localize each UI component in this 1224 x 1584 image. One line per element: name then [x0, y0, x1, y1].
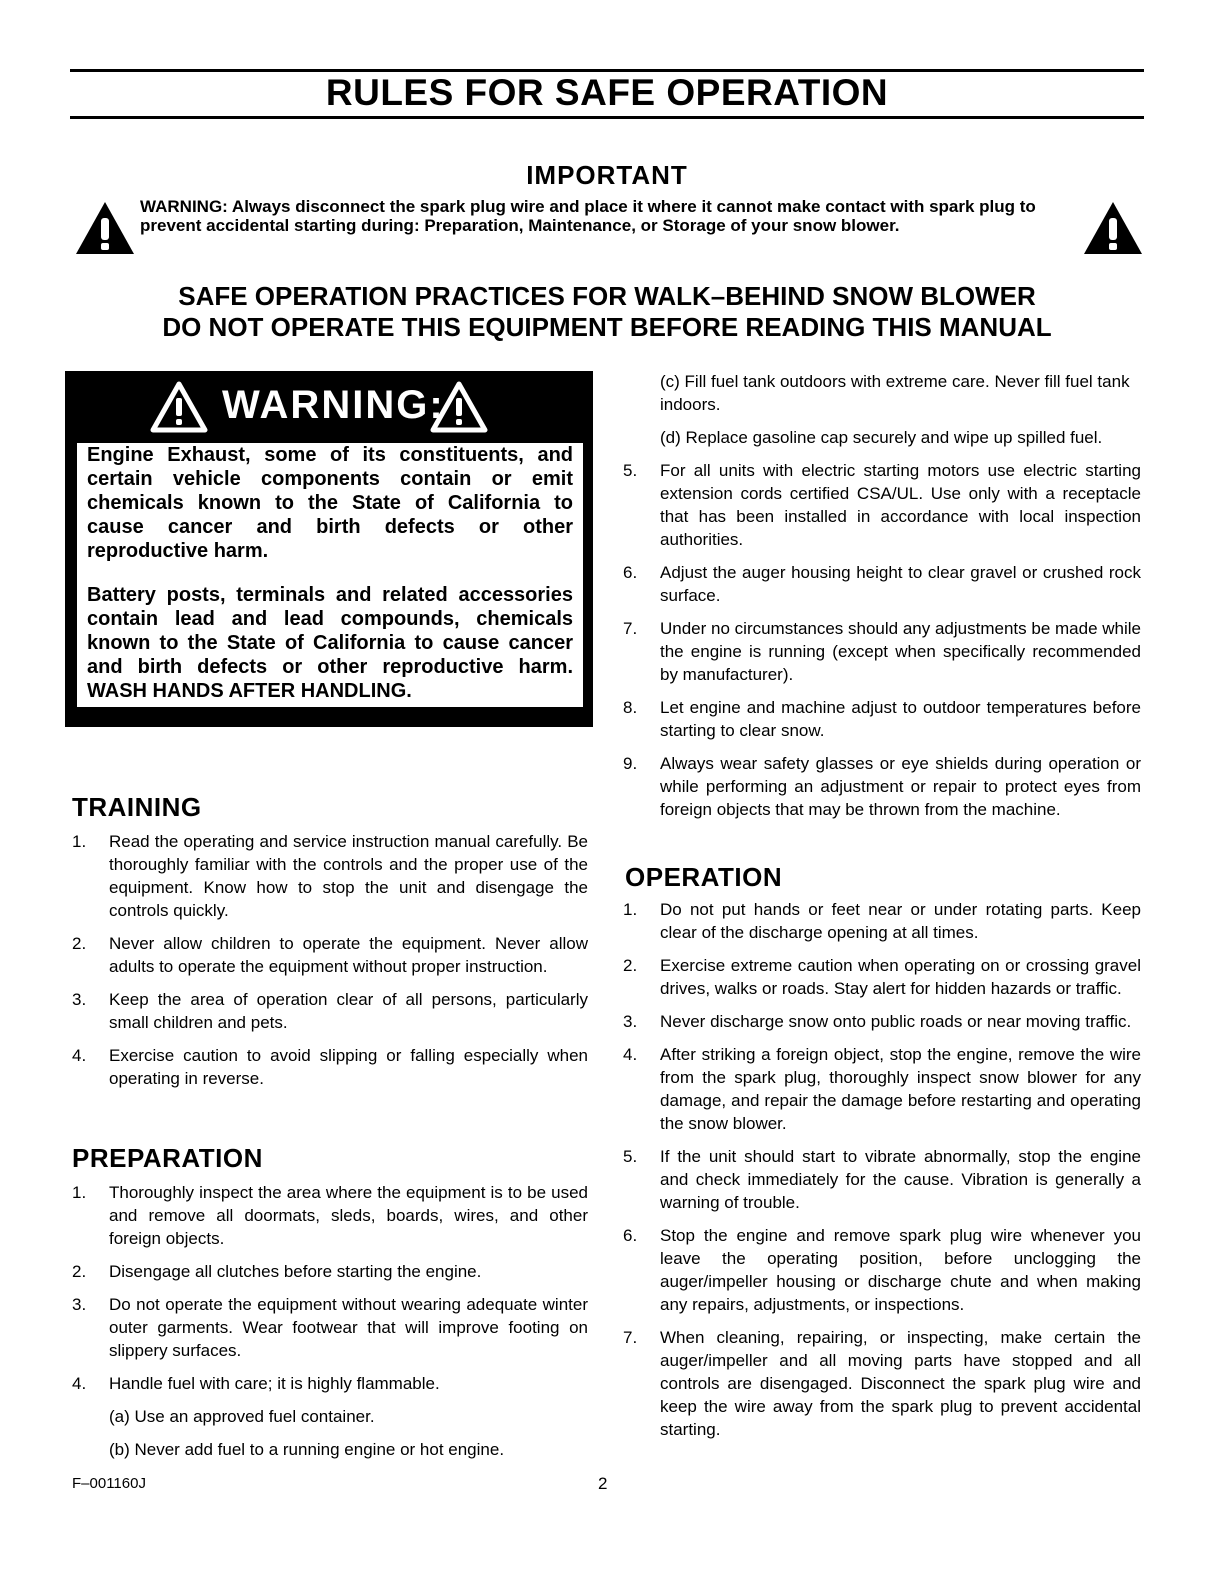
page-number: 2 — [598, 1474, 608, 1493]
training-list — [72, 830, 588, 1100]
list-item: 2. Disengage all clutches before starting the engine. — [72, 1262, 482, 1281]
safe-operation-subheading: SAFE OPERATION PRACTICES FOR WALK–BEHIND SNOW BLOWER — [178, 281, 1036, 311]
preparation-list — [72, 1181, 588, 1471]
document-code: F–001160J — [72, 1475, 146, 1492]
warning-text-panel — [77, 443, 583, 707]
list-item: 3. Never discharge snow onto public roads or near moving traffic. — [623, 1012, 1132, 1031]
list-item: 9. Always wear safety glasses or eye shields during operation or while performing an adjustment or repair to protect eyes from foreign objects that may be thrown from the machine. — [623, 754, 1141, 819]
list-item: 1. Read the operating and service instruction manual carefully. Be thoroughly familiar with the controls and the proper use of the equipment. Know how to stop the unit and disengage the controls quickly. — [72, 832, 588, 920]
list-item: 7. Under no circumstances should any adjustments be made while the engine is running (except when specifically recommended by manufacturer). — [623, 619, 1141, 684]
operation-heading: OPERATION — [625, 862, 783, 892]
preparation-list-continued — [623, 370, 1141, 831]
list-item: 8. Let engine and machine adjust to outdoor temperatures before starting to clear snow. — [623, 698, 1141, 740]
read-manual-subheading: DO NOT OPERATE THIS EQUIPMENT BEFORE READING THIS MANUAL — [162, 312, 1052, 342]
list-item: 2. Exercise extreme caution when operating on or crossing gravel drives, walks or roads. Stay alert for hidden hazards or traffic. — [623, 956, 1141, 998]
battery-warning-text: Battery posts, terminals and related accessories contain lead and lead compounds, chemicals known to the State of California to cause cancer and birth defects or other reproductive harm. WASH HANDS AFTER HANDLING. — [87, 584, 573, 702]
preparation-heading: PREPARATION — [72, 1143, 263, 1173]
list-item: 5. If the unit should start to vibrate abnormally, stop the engine and check immediately for the cause. Vibration is generally a warning of trouble. — [623, 1147, 1141, 1212]
operation-list — [623, 898, 1141, 1451]
fuel-sub-item: (c) Fill fuel tank outdoors with extreme care. Never fill fuel tank indoors. — [660, 372, 1130, 414]
list-item: 2. Never allow children to operate the equipment. Never allow adults to operate the equipment without proper instruction. — [72, 934, 588, 976]
list-item: 6. Adjust the auger housing height to clear gravel or crushed rock surface. — [623, 563, 1141, 605]
california-warning-box — [65, 371, 593, 727]
list-item: 4. Exercise caution to avoid slipping or falling especially when operating in reverse. — [72, 1046, 588, 1088]
important-heading: IMPORTANT — [526, 160, 688, 190]
fuel-sub-item: (d) Replace gasoline cap securely and wipe up spilled fuel. — [660, 428, 1103, 447]
title-rule — [70, 116, 1144, 119]
fuel-sub-item: (b) Never add fuel to a running engine or hot engine. — [109, 1440, 505, 1459]
page-title: RULES FOR SAFE OPERATION — [325, 72, 889, 113]
warning-triangle-icon — [74, 200, 136, 256]
list-item: 4. After striking a foreign object, stop the engine, remove the wire from the spark plug, thoroughly inspect snow blower for any damage, and repair the damage before restarting and operating the snow blower. — [623, 1045, 1141, 1133]
warning-triangle-icon — [1082, 200, 1144, 256]
list-item: 3. Keep the area of operation clear of all persons, particularly small children and pets. — [72, 990, 588, 1032]
training-heading: TRAINING — [72, 792, 202, 822]
list-item: 5. For all units with electric starting motors use electric starting extension cords certified CSA/UL. Use only with a receptacle that has been installed in accordance with local inspection authorities. — [623, 461, 1141, 549]
warning-label: WARNING: — [222, 383, 445, 427]
list-item: 1. Thoroughly inspect the area where the equipment is to be used and remove all doormats, sleds, boards, wires, and other foreign objects. — [72, 1183, 588, 1248]
spark-plug-warning: WARNING: Always disconnect the spark plug wire and place it where it cannot make contact with spark plug to prevent accidental starting during: Preparation, Maintenance, or Storage of your snow blower. — [140, 197, 1036, 235]
warning-triangle-icon — [430, 381, 488, 433]
fuel-sub-item: (a) Use an approved fuel container. — [109, 1407, 375, 1426]
warning-triangle-icon — [150, 381, 208, 433]
list-item: 3. Do not operate the equipment without wearing adequate winter outer garments. Wear footwear that will improve footing on slippery surfaces. — [72, 1295, 588, 1360]
warning-banner — [65, 371, 593, 443]
list-item: 6. Stop the engine and remove spark plug wire whenever you leave the operating position, before unclogging the auger/impeller housing or discharge chute and when making any repairs, adjustments, or inspections. — [623, 1226, 1141, 1314]
list-item: 7. When cleaning, repairing, or inspecting, make certain the auger/impeller and all moving parts have stopped and all controls are disengaged. Disconnect the spark plug wire and keep the wire away from the spark plug to prevent accidental starting. — [623, 1328, 1141, 1439]
list-item: 4. Handle fuel with care; it is highly flammable. — [72, 1374, 440, 1393]
exhaust-warning-text: Engine Exhaust, some of its constituents, and certain vehicle components contain or emit chemicals known to the State of California to cause cancer and birth defects or other reproductive harm. — [87, 444, 573, 562]
list-item: 1. Do not put hands or feet near or under rotating parts. Keep clear of the discharge opening at all times. — [623, 900, 1141, 942]
